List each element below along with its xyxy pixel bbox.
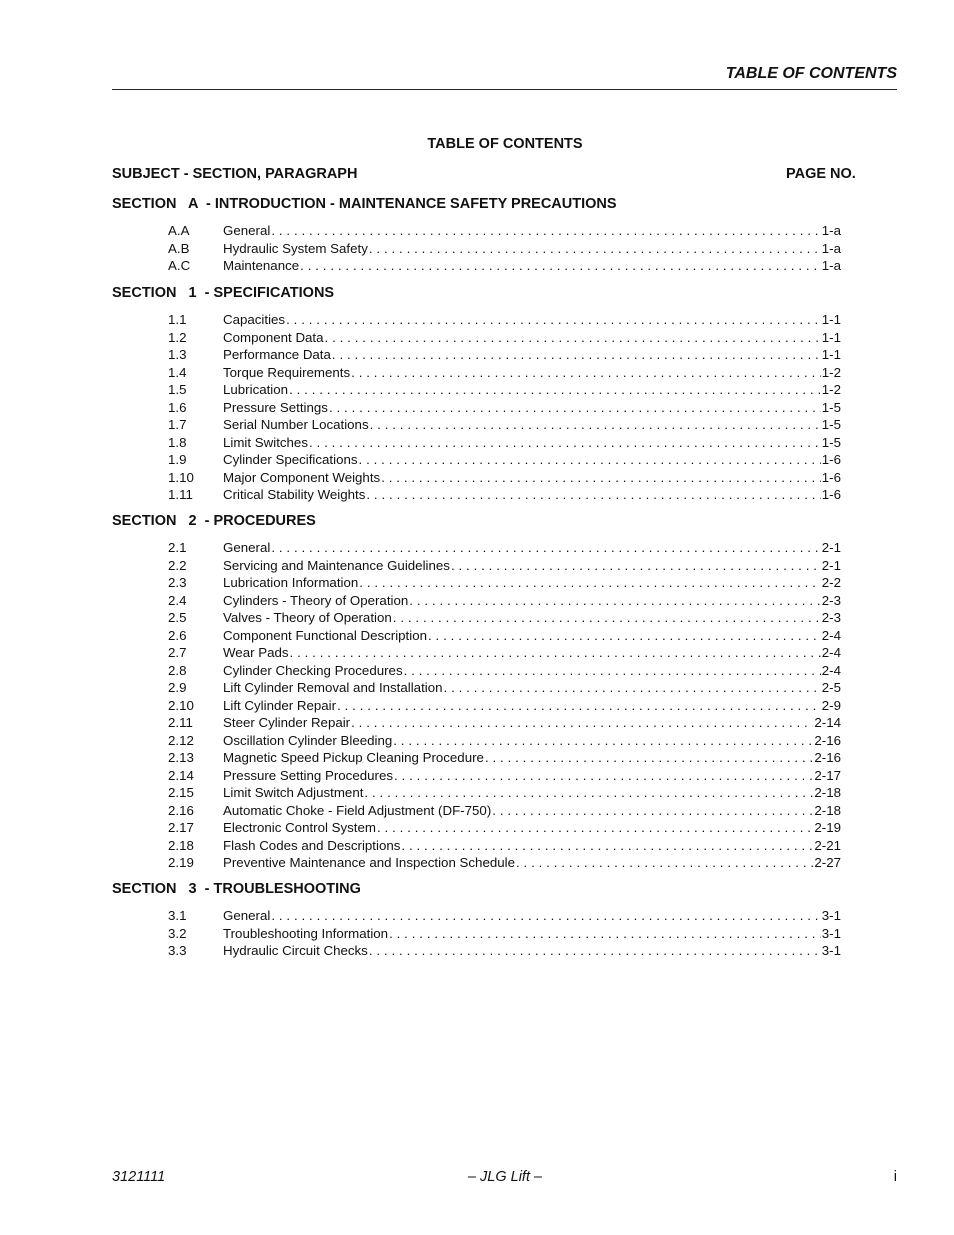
entry-line <box>223 574 841 592</box>
header-rule <box>112 89 897 90</box>
entry-title: Cylinders - Theory of Operation <box>223 592 409 608</box>
entry-page-number: 2-19 <box>814 820 841 835</box>
entry-line <box>223 346 841 364</box>
paragraph-number: A.C <box>168 258 191 273</box>
toc-entry[interactable] <box>0 592 954 610</box>
entry-page-number: 3-1 <box>821 943 841 958</box>
entry-page-number: 1-1 <box>821 347 841 362</box>
entry-page-number: 1-2 <box>821 382 841 397</box>
toc-entry[interactable] <box>0 837 954 855</box>
toc-entry[interactable] <box>0 399 954 417</box>
entry-title: Oscillation Cylinder Bleeding <box>223 732 393 748</box>
entry-title: Servicing and Maintenance Guidelines <box>223 557 450 573</box>
entry-page-number: 1-5 <box>821 434 841 450</box>
entry-title: Wear Pads <box>223 645 289 660</box>
paragraph-number: 1.1 <box>168 312 187 327</box>
entry-line <box>223 627 841 645</box>
entry-title: General <box>223 540 271 555</box>
entry-line <box>223 732 841 750</box>
entry-page-number: 2-4 <box>821 627 841 643</box>
entry-page-number: 1-5 <box>821 399 841 415</box>
entry-page-number: 2-1 <box>821 540 841 555</box>
paragraph-number: 2.12 <box>168 732 194 748</box>
column-heading-page: PAGE NO. <box>786 166 856 182</box>
entry-page-number: 1-1 <box>821 312 841 327</box>
entry-line <box>223 925 841 943</box>
toc-entry[interactable] <box>0 574 954 592</box>
entry-title: Performance Data <box>223 347 331 362</box>
dot-leader <box>364 784 813 802</box>
paragraph-number: 2.16 <box>168 802 194 818</box>
entry-title: Cylinder Specifications <box>223 452 358 467</box>
paragraph-number: 2.6 <box>168 627 187 643</box>
dot-leader <box>393 609 821 627</box>
dot-leader <box>359 451 821 469</box>
paragraph-number: 2.10 <box>168 697 194 713</box>
dot-leader <box>389 925 821 943</box>
entry-page-number: 2-5 <box>821 680 841 695</box>
dot-leader <box>309 434 821 452</box>
entry-title: Lift Cylinder Removal and Installation <box>223 680 443 695</box>
entry-line <box>223 644 841 662</box>
toc-entry[interactable] <box>0 662 954 680</box>
entry-line <box>223 329 841 347</box>
dot-leader <box>351 364 821 382</box>
dot-leader <box>369 942 821 960</box>
dot-leader <box>369 240 821 258</box>
toc-entry[interactable] <box>0 925 954 943</box>
paragraph-number: 2.2 <box>168 557 187 573</box>
paragraph-number: 3.1 <box>168 908 187 923</box>
paragraph-number: 2.8 <box>168 662 187 678</box>
entry-title: Troubleshooting Information <box>223 925 389 941</box>
dot-leader <box>366 486 820 504</box>
toc-entry[interactable] <box>0 942 954 960</box>
entry-title: Cylinder Checking Procedures <box>223 662 403 678</box>
toc-entry[interactable] <box>0 557 954 575</box>
paragraph-number: 2.4 <box>168 592 187 608</box>
entry-page-number: 2-17 <box>814 767 841 783</box>
dot-leader <box>271 222 820 240</box>
entry-page-number: 1-6 <box>821 452 841 467</box>
dot-leader <box>377 819 813 837</box>
dot-leader <box>290 644 821 662</box>
entry-line <box>223 381 841 399</box>
section-heading[interactable]: SECTION 2 - PROCEDURES <box>112 513 316 529</box>
entry-title: Steer Cylinder Repair <box>223 715 351 730</box>
paragraph-number: 1.3 <box>168 347 187 362</box>
entry-page-number: 1-5 <box>821 417 841 432</box>
paragraph-number: 1.10 <box>168 469 194 485</box>
toc-entry[interactable] <box>0 416 954 434</box>
dot-leader <box>394 767 813 785</box>
dot-leader <box>404 662 821 680</box>
entry-title: Flash Codes and Descriptions <box>223 837 401 853</box>
toc-entry[interactable] <box>0 627 954 645</box>
entry-line <box>223 451 841 469</box>
paragraph-number: 2.5 <box>168 610 187 625</box>
paragraph-number: 2.18 <box>168 837 194 853</box>
toc-entry[interactable] <box>0 644 954 662</box>
dot-leader <box>329 399 821 417</box>
entry-title: Component Data <box>223 329 324 345</box>
section-heading[interactable]: SECTION 1 - SPECIFICATIONS <box>112 285 335 301</box>
dot-leader <box>300 257 821 275</box>
toc-entry[interactable] <box>0 329 954 347</box>
entry-line <box>223 222 841 240</box>
toc-entry[interactable] <box>0 679 954 697</box>
entry-line <box>223 854 841 872</box>
toc-entry[interactable] <box>0 732 954 750</box>
toc-entry[interactable] <box>0 240 954 258</box>
entry-title: Preventive Maintenance and Inspection Schedule <box>223 855 515 870</box>
dot-leader <box>492 802 813 820</box>
entry-line <box>223 662 841 680</box>
paragraph-number: A.A <box>168 223 190 238</box>
paragraph-number: 1.2 <box>168 329 187 345</box>
entry-line <box>223 364 841 382</box>
entry-line <box>223 311 841 329</box>
entry-page-number: 2-4 <box>821 645 841 660</box>
paragraph-number: 1.8 <box>168 434 187 450</box>
dot-leader <box>401 837 813 855</box>
entry-page-number: 2-9 <box>821 697 841 713</box>
toc-entry[interactable] <box>0 697 954 715</box>
entry-line <box>223 416 841 434</box>
dot-leader <box>516 854 813 872</box>
entry-title: Limit Switches <box>223 434 308 450</box>
entry-title: Electronic Control System <box>223 820 376 835</box>
toc-entry[interactable] <box>0 802 954 820</box>
entry-line <box>223 942 841 960</box>
section-heading[interactable]: SECTION A - INTRODUCTION - MAINTENANCE SAFETY PRECAUTIONS <box>112 196 617 212</box>
entry-title: Lift Cylinder Repair <box>223 697 337 713</box>
paragraph-number: 2.11 <box>168 715 193 730</box>
entry-line <box>223 907 841 925</box>
dot-leader <box>351 714 813 732</box>
toc-entry[interactable] <box>0 434 954 452</box>
toc-entry[interactable] <box>0 364 954 382</box>
entry-line <box>223 539 841 557</box>
entry-page-number: 2-3 <box>821 610 841 625</box>
entry-page-number: 2-4 <box>821 662 841 678</box>
paragraph-number: 2.7 <box>168 645 187 660</box>
entry-title: Maintenance <box>223 258 300 273</box>
entry-title: Lubrication Information <box>223 575 359 590</box>
paragraph-number: 3.3 <box>168 943 187 958</box>
entry-page-number: 2-3 <box>821 592 841 608</box>
entry-line <box>223 257 841 275</box>
toc-entry[interactable] <box>0 311 954 329</box>
entry-page-number: 1-1 <box>821 329 841 345</box>
entry-title: Magnetic Speed Pickup Cleaning Procedure <box>223 750 484 765</box>
entry-line <box>223 240 841 258</box>
dot-leader <box>428 627 821 645</box>
dot-leader <box>485 749 813 767</box>
entry-page-number: 2-21 <box>814 837 841 853</box>
entry-title: Lubrication <box>223 382 289 397</box>
entry-title: Critical Stability Weights <box>223 487 366 502</box>
toc-entry[interactable] <box>0 486 954 504</box>
entry-line <box>223 469 841 487</box>
entry-line <box>223 784 841 802</box>
document-title: TABLE OF CONTENTS <box>427 136 583 152</box>
entry-page-number: 2-18 <box>814 802 841 818</box>
entry-line <box>223 557 841 575</box>
entry-page-number: 3-1 <box>821 925 841 941</box>
paragraph-number: 1.6 <box>168 399 187 415</box>
dot-leader <box>289 381 821 399</box>
entry-line <box>223 714 841 732</box>
entry-page-number: 2-18 <box>814 785 841 800</box>
dot-leader <box>409 592 821 610</box>
entry-title: Component Functional Description <box>223 627 427 643</box>
toc-entry[interactable] <box>0 451 954 469</box>
paragraph-number: 2.9 <box>168 680 187 695</box>
paragraph-number: 2.19 <box>168 855 194 870</box>
entry-page-number: 2-2 <box>821 575 841 590</box>
entry-page-number: 1-6 <box>821 469 841 485</box>
footer-doc-number: 3121111 <box>112 1169 166 1185</box>
dot-leader <box>337 697 821 715</box>
entry-page-number: 2-16 <box>814 750 841 765</box>
entry-page-number: 1-2 <box>821 364 841 380</box>
dot-leader <box>359 574 821 592</box>
entry-line <box>223 486 841 504</box>
dot-leader <box>286 311 821 329</box>
toc-entry[interactable] <box>0 346 954 364</box>
running-header-title: TABLE OF CONTENTS <box>725 65 897 82</box>
dot-leader <box>444 679 821 697</box>
paragraph-number: A.B <box>168 240 190 256</box>
entry-title: Major Component Weights <box>223 469 381 485</box>
entry-page-number: 1-6 <box>821 487 841 502</box>
toc-entry[interactable] <box>0 749 954 767</box>
entry-title: General <box>223 908 271 923</box>
entry-line <box>223 749 841 767</box>
paragraph-number: 2.14 <box>168 767 194 783</box>
footer-publisher: – JLG Lift – <box>467 1169 543 1185</box>
paragraph-number: 2.1 <box>168 540 187 555</box>
entry-title: Torque Requirements <box>223 364 351 380</box>
column-heading-subject: SUBJECT - SECTION, PARAGRAPH <box>112 166 358 182</box>
toc-entry[interactable] <box>0 381 954 399</box>
entry-line <box>223 679 841 697</box>
entry-title: Hydraulic System Safety <box>223 240 368 256</box>
entry-title: General <box>223 223 271 238</box>
paragraph-number: 2.13 <box>168 750 194 765</box>
paragraph-number: 2.15 <box>168 785 194 800</box>
entry-title: Pressure Settings <box>223 399 328 415</box>
section-heading[interactable]: SECTION 3 - TROUBLESHOOTING <box>112 881 361 897</box>
paragraph-number: 1.9 <box>168 452 187 467</box>
paragraph-number: 3.2 <box>168 925 187 941</box>
toc-entry[interactable] <box>0 767 954 785</box>
toc-entry[interactable] <box>0 257 954 275</box>
toc-entry[interactable] <box>0 609 954 627</box>
paragraph-number: 2.17 <box>168 820 194 835</box>
dot-leader <box>393 732 813 750</box>
entry-page-number: 2-27 <box>814 855 841 870</box>
dot-leader <box>325 329 821 347</box>
toc-entry[interactable] <box>0 907 954 925</box>
entry-line <box>223 399 841 417</box>
entry-page-number: 3-1 <box>821 908 841 923</box>
paragraph-number: 1.7 <box>168 417 187 432</box>
entry-line <box>223 802 841 820</box>
entry-title: Valves - Theory of Operation <box>223 610 392 625</box>
dot-leader <box>332 346 821 364</box>
entry-line <box>223 434 841 452</box>
dot-leader <box>271 907 820 925</box>
paragraph-number: 1.11 <box>168 487 193 502</box>
entry-line <box>223 819 841 837</box>
entry-title: Capacities <box>223 312 286 327</box>
entry-page-number: 2-16 <box>814 732 841 748</box>
dot-leader <box>271 539 820 557</box>
toc-entry[interactable] <box>0 854 954 872</box>
dot-leader <box>370 416 821 434</box>
entry-page-number: 2-14 <box>814 715 841 730</box>
entry-line <box>223 697 841 715</box>
entry-title: Limit Switch Adjustment <box>223 785 364 800</box>
toc-entry[interactable] <box>0 222 954 240</box>
entry-page-number: 1-a <box>821 258 841 273</box>
toc-entry[interactable] <box>0 819 954 837</box>
entry-title: Serial Number Locations <box>223 417 369 432</box>
dot-leader <box>451 557 821 575</box>
toc-entry[interactable] <box>0 469 954 487</box>
paragraph-number: 1.4 <box>168 364 187 380</box>
entry-line <box>223 767 841 785</box>
toc-entry[interactable] <box>0 784 954 802</box>
entry-page-number: 1-a <box>821 240 841 256</box>
entry-title: Automatic Choke - Field Adjustment (DF-750) <box>223 802 492 818</box>
dot-leader <box>381 469 821 487</box>
footer-page-number: i <box>893 1169 897 1185</box>
entry-line <box>223 592 841 610</box>
entry-title: Pressure Setting Procedures <box>223 767 393 783</box>
entry-title: Hydraulic Circuit Checks <box>223 943 368 958</box>
toc-entry[interactable] <box>0 714 954 732</box>
toc-entry[interactable] <box>0 539 954 557</box>
entry-page-number: 1-a <box>821 223 841 238</box>
entry-page-number: 2-1 <box>821 557 841 573</box>
paragraph-number: 2.3 <box>168 575 187 590</box>
paragraph-number: 1.5 <box>168 382 187 397</box>
entry-line <box>223 837 841 855</box>
entry-line <box>223 609 841 627</box>
